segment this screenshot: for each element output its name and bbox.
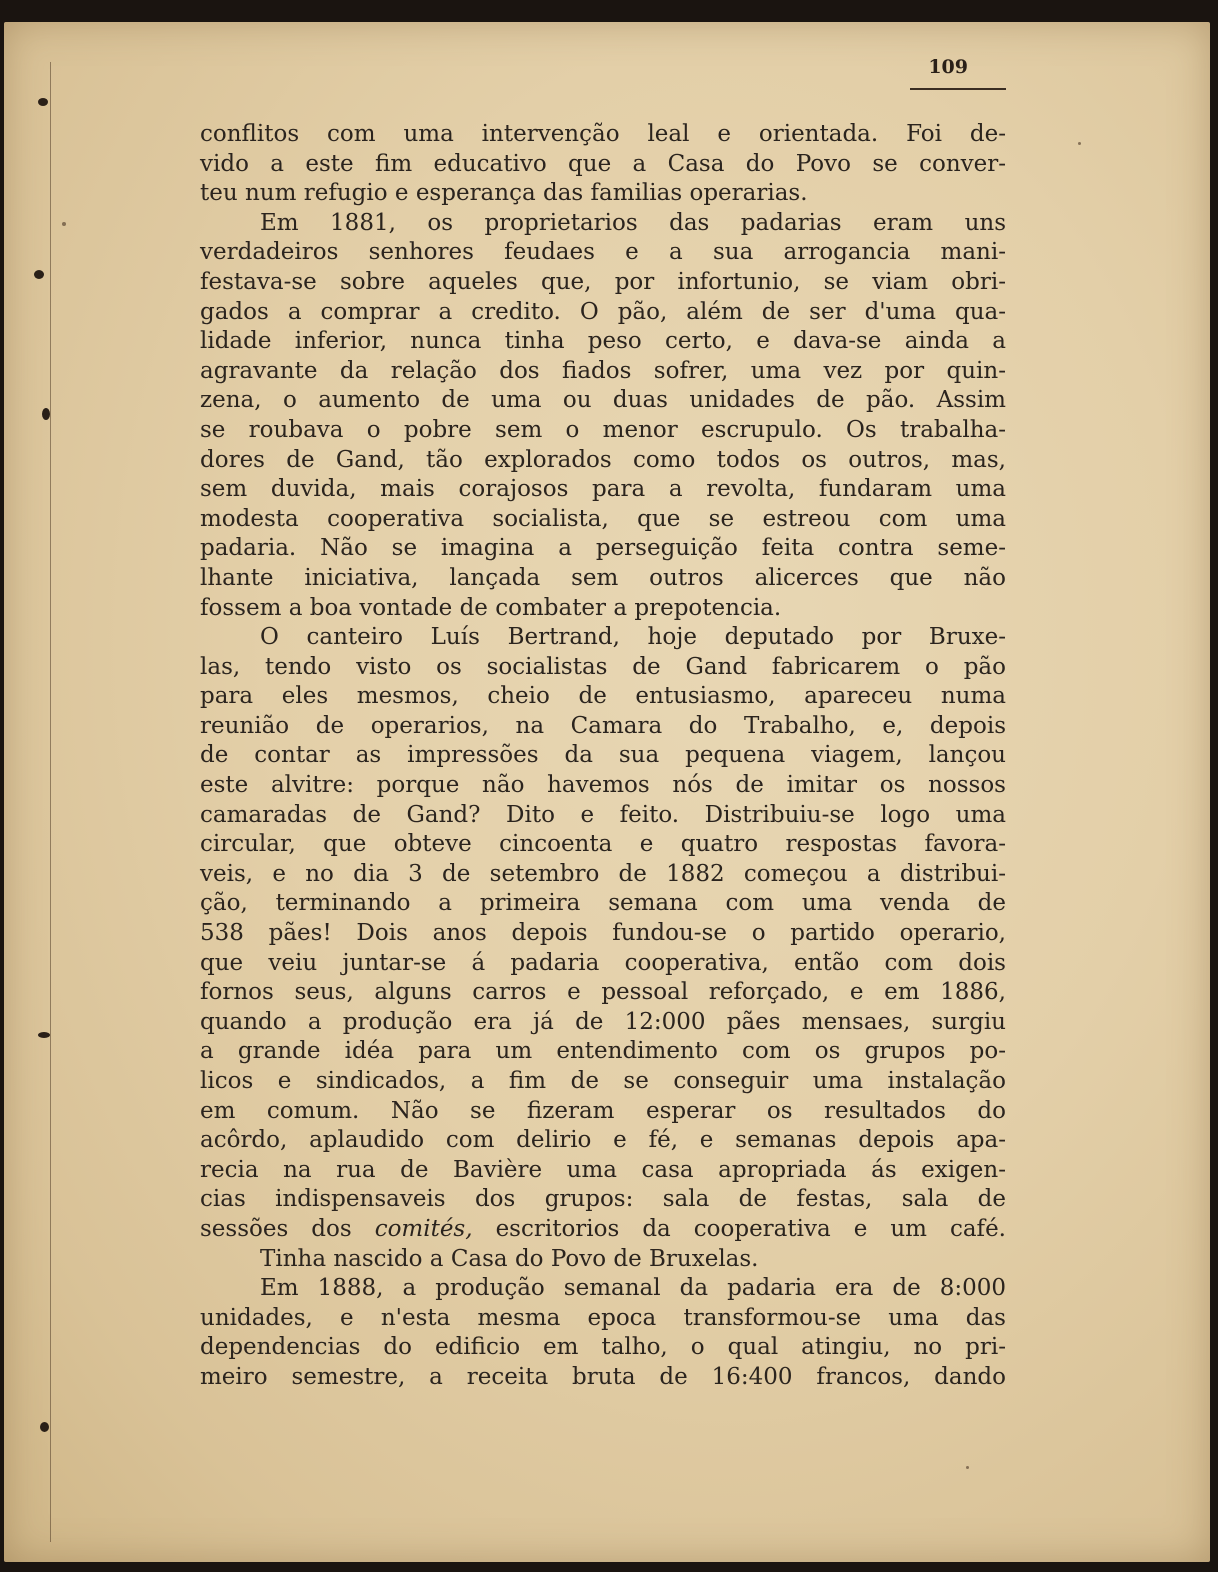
text-line: cias indispensaveis dos grupos: sala de festas, sala de bbox=[200, 1186, 1006, 1213]
text-line: meiro semestre, a receita bruta de 16:400 francos, dando bbox=[200, 1363, 1006, 1390]
paper-speck bbox=[62, 222, 66, 226]
margin-mark bbox=[38, 98, 48, 106]
text-line: de contar as impressões da sua pequena viagem, lançou bbox=[200, 742, 1006, 769]
text-line: acôrdo, aplaudido com delirio e fé, e semanas depois apa- bbox=[200, 1127, 1006, 1154]
text-line: Em 1881, os proprietarios das padarias eram uns bbox=[260, 209, 1006, 236]
text-line: reunião de operarios, na Camara do Trabalho, e, depois bbox=[200, 712, 1006, 739]
text-line: padaria. Não se imagina a perseguição feita contra seme- bbox=[200, 535, 1006, 562]
margin-mark bbox=[38, 1032, 50, 1038]
text-line: veis, e no dia 3 de setembro de 1882 começou a distribui- bbox=[200, 860, 1006, 887]
text-line: conflitos com uma intervenção leal e orientada. Foi de- bbox=[200, 121, 1006, 147]
text-line: dores de Gand, tão explorados como todos os outros, mas, bbox=[200, 446, 1006, 473]
text-line: ção, terminando a primeira semana com uma venda de bbox=[200, 890, 1006, 917]
text-line: Tinha nascido a Casa do Povo de Bruxelas. bbox=[260, 1245, 759, 1272]
text-line: quando a produção era já de 12:000 pães mensaes, surgiu bbox=[200, 1008, 1006, 1035]
margin-mark bbox=[40, 1422, 49, 1432]
text-line: fossem a boa vontade de combater a prepotencia. bbox=[200, 594, 782, 621]
text-line: lidade inferior, nunca tinha peso certo, e dava-se ainda a bbox=[200, 328, 1006, 355]
text-line bbox=[200, 1215, 1006, 1245]
text-line: zena, o aumento de uma ou duas unidades de pão. Assim bbox=[200, 387, 1006, 414]
text-line: este alvitre: porque não havemos nós de imitar os nossos bbox=[200, 772, 1006, 799]
text-line: a grande idéa para um entendimento com os grupos po- bbox=[200, 1038, 1006, 1065]
page-number-rule bbox=[910, 88, 1006, 90]
text-segment: escritorios da cooperativa e um café. bbox=[472, 1215, 1006, 1242]
text-line: festava-se sobre aqueles que, por infortunio, se viam obri- bbox=[200, 268, 1006, 295]
text-line: circular, que obteve cincoenta e quatro respostas favora- bbox=[200, 831, 1006, 858]
text-line: fornos seus, alguns carros e pessoal reforçado, e em 1886, bbox=[200, 979, 1006, 1006]
body-text bbox=[200, 120, 1006, 1393]
text-line: se roubava o pobre sem o menor escrupulo. Os trabalha- bbox=[200, 416, 1006, 443]
book-page bbox=[4, 22, 1210, 1562]
text-line: para eles mesmos, cheio de entusiasmo, apareceu numa bbox=[200, 683, 1006, 710]
text-line: Em 1888, a produção semanal da padaria era de 8:000 bbox=[260, 1275, 1006, 1302]
text-segment: sessões dos bbox=[200, 1215, 375, 1242]
paper-speck bbox=[966, 1466, 969, 1469]
text-line: licos e sindicados, a fim de se conseguir uma instalação bbox=[200, 1068, 1006, 1094]
italic-word: comités, bbox=[374, 1215, 473, 1242]
text-line: teu num refugio e esperança das familias operarias. bbox=[200, 180, 808, 207]
text-line: gados a comprar a credito. O pão, além de ser d'uma qua- bbox=[200, 298, 1006, 325]
text-line: sem duvida, mais corajosos para a revolta, fundaram uma bbox=[200, 476, 1006, 503]
text-line: camaradas de Gand? Dito e feito. Distribuiu-se logo uma bbox=[200, 801, 1006, 828]
text-line: 538 pães! Dois anos depois fundou-se o partido operario, bbox=[200, 920, 1006, 947]
margin-rule bbox=[50, 62, 51, 1542]
text-line: unidades, e n'esta mesma epoca transformou-se uma das bbox=[200, 1304, 1006, 1331]
text-line: que veiu juntar-se á padaria cooperativa, então com dois bbox=[200, 949, 1006, 976]
text-line: verdadeiros senhores feudaes e a sua arrogancia mani- bbox=[200, 239, 1006, 266]
page-number: 109 bbox=[928, 56, 968, 78]
text-line: las, tendo visto os socialistas de Gand fabricarem o pão bbox=[200, 653, 1006, 680]
text-line: lhante iniciativa, lançada sem outros alicerces que não bbox=[200, 564, 1006, 591]
text-line: agravante da relação dos fiados sofrer, uma vez por quin- bbox=[200, 357, 1006, 384]
paper-speck bbox=[1078, 142, 1081, 145]
text-line: em comum. Não se fizeram esperar os resultados do bbox=[200, 1097, 1006, 1124]
margin-mark bbox=[34, 270, 44, 279]
text-line: vido a este fim educativo que a Casa do Povo se conver- bbox=[200, 150, 1006, 177]
text-line: O canteiro Luís Bertrand, hoje deputado por Bruxe- bbox=[260, 624, 1006, 651]
text-line: dependencias do edificio em talho, o qual atingiu, no pri- bbox=[200, 1334, 1006, 1361]
text-line: modesta cooperativa socialista, que se estreou com uma bbox=[200, 505, 1006, 532]
margin-mark bbox=[42, 408, 50, 420]
text-line: recia na rua de Bavière uma casa apropriada ás exigen- bbox=[200, 1156, 1006, 1183]
